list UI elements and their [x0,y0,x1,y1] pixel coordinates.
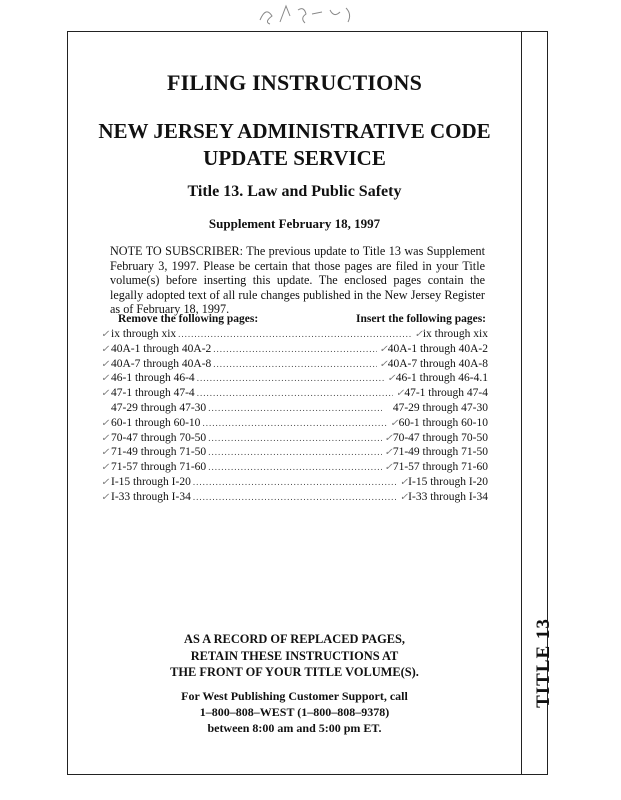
check-mark-icon: ✓ [379,358,388,370]
table-row: ✓ 40A-7 through 40A-8 ..... ✓ 40A-7 through 40A-8 [101,357,488,372]
table-row: ✓ I-15 through I-20 ..... ✓ I-15 through I-20 [101,475,488,490]
title-tab-label: TITLE 13 [533,618,554,708]
check-mark-icon: ✓ [395,388,405,400]
check-mark-icon: ✓ [101,476,110,488]
check-mark-icon: ✓ [101,388,110,400]
check-mark-icon: ✓ [399,476,409,488]
check-mark-icon: ✓ [101,462,110,474]
title-line: Title 13. Law and Public Safety [187,183,402,200]
check-mark-icon: ✓ [101,432,110,444]
table-row: ✓ 47-1 through 47-4 ..... ✓ 47-1 through 47-4 [101,386,488,401]
table-row: ✓ I-33 through I-34 ..... ✓ I-33 through I-34 [101,490,488,505]
check-mark-icon: ✓ [101,373,110,385]
table-row: 47-29 through 47-30 ..... 47-29 through 47-30 [101,401,488,416]
support-phone: 1–800–808–WEST (1–800–808–9378) [199,705,390,719]
check-mark-icon: ✓ [414,329,423,340]
check-mark-icon: ✓ [384,447,393,459]
check-mark-icon: ✓ [399,491,409,503]
table-row: ✓ 70-47 through 70-50 ..... ✓ 70-47 through 70-50 [101,431,488,446]
code-title: NEW JERSEY ADMINISTRATIVE CODE UPDATE SERVICE [98,119,491,170]
record-notice: AS A RECORD OF REPLACED PAGES, RETAIN THESE INSTRUCTIONS AT THE FRONT OF YOUR TITLE VOLUME(S). [170,632,419,679]
pages-table-header [118,313,486,325]
subscriber-note: NOTE TO SUBSCRIBER: The previous update to Title 13 was Supplement February 3, 1997. Please be certain that those pages are filed in your Title volume(s) before inserting this update. The enclosed pages contain the legally adopted text of all rule changes published in the New Jersey Register as of February 18, 1997. [110,244,485,316]
check-mark-icon: ✓ [101,329,110,340]
handwritten-scribble [250,2,370,28]
insert-header: Insert the following pages: [355,313,486,325]
check-mark-icon: ✓ [379,343,388,355]
table-row: ✓ 71-57 through 71-60 ..... ✓ 71-57 through 71-60 [101,460,488,475]
check-mark-icon: ✓ [101,343,110,355]
table-row: ✓ 71-49 through 71-50 ..... ✓ 71-49 through 71-50 [101,445,488,460]
check-mark-icon: ✓ [384,462,393,474]
supplement-date: Supplement February 18, 1997 [208,216,381,231]
remove-header: Remove the following pages: [118,313,259,325]
customer-support-info: For West Publishing Customer Support, call 1–800–808–WEST (1–800–808–9378) between 8:00 am and 5:00 pm ET. [67,688,522,736]
filing-instructions-heading: FILING INSTRUCTIONS [166,70,423,95]
table-row: ✓ ix through xix ..... ✓ ix through xix [101,327,488,342]
check-mark-icon: ✓ [390,417,399,429]
check-mark-icon: ✓ [101,491,110,503]
table-row: ✓ 40A-1 through 40A-2 ..... ✓ 40A-1 through 40A-2 [101,342,488,357]
table-row: ✓ 46-1 through 46-4 ..... ✓ 46-1 through 46-4.1 [101,371,488,386]
check-mark-icon: ✓ [101,358,110,370]
check-mark-icon: ✓ [387,373,396,385]
check-mark-icon: ✓ [101,447,110,459]
pages-table [101,327,488,505]
check-mark-icon: ✓ [101,417,110,429]
table-row: ✓ 60-1 through 60-10 ..... ✓ 60-1 through 60-10 [101,416,488,431]
check-mark-icon: ✓ [384,432,393,444]
